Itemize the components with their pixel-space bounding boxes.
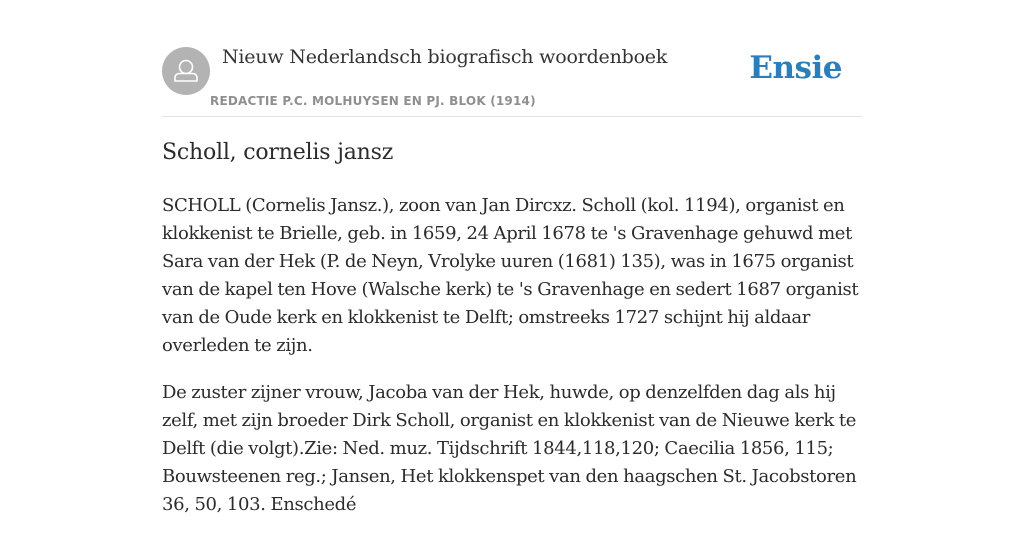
book-header — [162, 0, 862, 117]
entry-title: Scholl, cornelis jansz — [162, 140, 394, 165]
entry-body — [162, 192, 862, 538]
user-avatar-icon — [162, 47, 210, 95]
page-container — [162, 0, 862, 515]
book-title[interactable]: Nieuw Nederlandsch biografisch woordenboek — [222, 46, 668, 68]
book-editors: REDACTIE P.C. MOLHUYSEN EN PJ. BLOK (1914) — [210, 94, 536, 108]
entry-paragraph: De zuster zijner vrouw, Jacoba van der Hek, huwde, op denzelfden dag als hij zelf, met zijn broeder Dirk Scholl, organist en klokkenist van de Nieuwe kerk te Delft (die volgt).Zie: Ned. muz. Tijdschrift 1844,118,120; Caecilia 1856, 115; Bouwsteenen reg.; Jansen, Het klokkenspet van den haagschen St. Jacobstoren 36, 50, 103. Enschedé — [162, 382, 857, 515]
ensie-logo-link[interactable]: Ensie — [749, 50, 842, 86]
entry-paragraph: SCHOLL (Cornelis Jansz.), zoon van Jan Dircxz. Scholl (kol. 1194), organist en klokkenist te Brielle, geb. in 1659, 24 April 1678 te 's Gravenhage gehuwd met Sara van der Hek (P. de Neyn, Vrolyke uuren (1681) 135), was in 1675 organist van de kapel ten Hove (Walsche kerk) te 's Gravenhage en sedert 1687 organist van de Oude kerk en klokkenist te Delft; omstreeks 1727 schijnt hij aldaar overleden te zijn. — [162, 195, 859, 356]
